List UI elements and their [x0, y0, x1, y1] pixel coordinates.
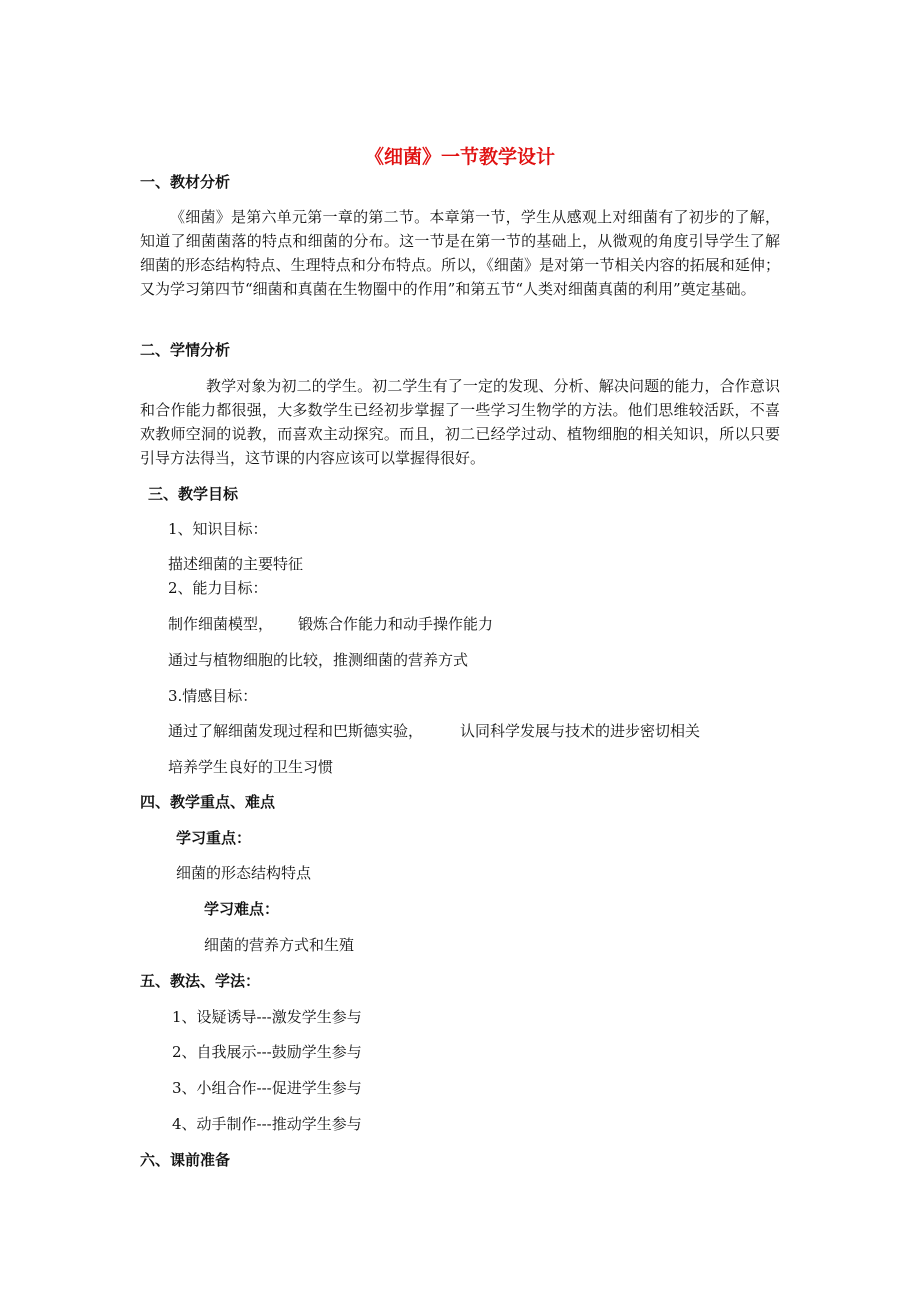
method-item-4: 4、动手制作---推动学生参与 — [172, 1115, 362, 1133]
section-heading-teaching-goals: 三、教学目标 — [148, 485, 239, 503]
emotion-goal-item-2: 培养学生良好的卫生习惯 — [168, 758, 334, 776]
section-heading-teaching-methods: 五、教法、学法： — [140, 972, 261, 990]
method-item-3: 3、小组合作---促进学生参与 — [172, 1079, 362, 1097]
student-analysis-paragraph: 教学对象为初二的学生。初二学生有了一定的发现、分析、解决问题的能力，合作意识和合作能力都很强，大多数学生已经初步掌握了一些学习生物学的方法。他们思维较活跃，不喜欢教师空洞的说教，而喜欢主动探究。而且，初二已经学过动、植物细胞的相关知识，所以只要引导方法得当，这节课的内容应该可以掌握得很好。 — [140, 377, 780, 467]
ability-goal-item-1b: 锻炼合作能力和动手操作能力 — [298, 615, 494, 633]
method-item-2: 2、自我展示---鼓励学生参与 — [172, 1043, 362, 1061]
section-heading-student-analysis: 二、学情分析 — [140, 341, 231, 359]
ability-goal-item-2: 通过与植物细胞的比较，推测细菌的营养方式 — [168, 651, 469, 669]
section-heading-key-difficult-points: 四、教学重点、难点 — [140, 793, 276, 811]
textbook-analysis-paragraph: 《细菌》是第六单元第一章的第二节。本章第一节，学生从感观上对细菌有了初步的了解，知道了细菌菌落的特点和细菌的分布。这一节是在第一节的基础上，从微观的角度引导学生了解细菌的形态结构特点、生理特点和分布特点。所以，《细菌》是对第一节相关内容的拓展和延伸；又为学习第四节“细菌和真菌在生物圈中的作用”和第五节“人类对细菌真菌的利用”奠定基础。 — [140, 208, 780, 298]
difficult-point-item: 细菌的营养方式和生殖 — [204, 936, 355, 954]
method-item-1: 1、设疑诱导---激发学生参与 — [172, 1008, 362, 1026]
knowledge-goal-label: 1、知识目标： — [168, 520, 268, 538]
emotion-goal-item-1a: 通过了解细菌发现过程和巴斯德实验， — [168, 722, 424, 740]
difficult-point-label: 学习难点： — [204, 900, 280, 918]
key-point-item: 细菌的形态结构特点 — [176, 864, 312, 882]
section-heading-preparation: 六、课前准备 — [140, 1151, 231, 1169]
ability-goal-item-1a: 制作细菌模型， — [168, 615, 274, 633]
key-point-label: 学习重点： — [176, 829, 252, 847]
emotion-goal-item-1b: 认同科学发展与技术的进步密切相关 — [460, 722, 701, 740]
ability-goal-label: 2、能力目标： — [168, 579, 268, 597]
document-title: 《细菌》一节教学设计 — [364, 146, 555, 168]
section-heading-textbook-analysis: 一、教材分析 — [140, 173, 231, 191]
emotion-goal-label: 3.情感目标： — [168, 687, 258, 705]
knowledge-goal-item: 描述细菌的主要特征 — [168, 555, 304, 573]
